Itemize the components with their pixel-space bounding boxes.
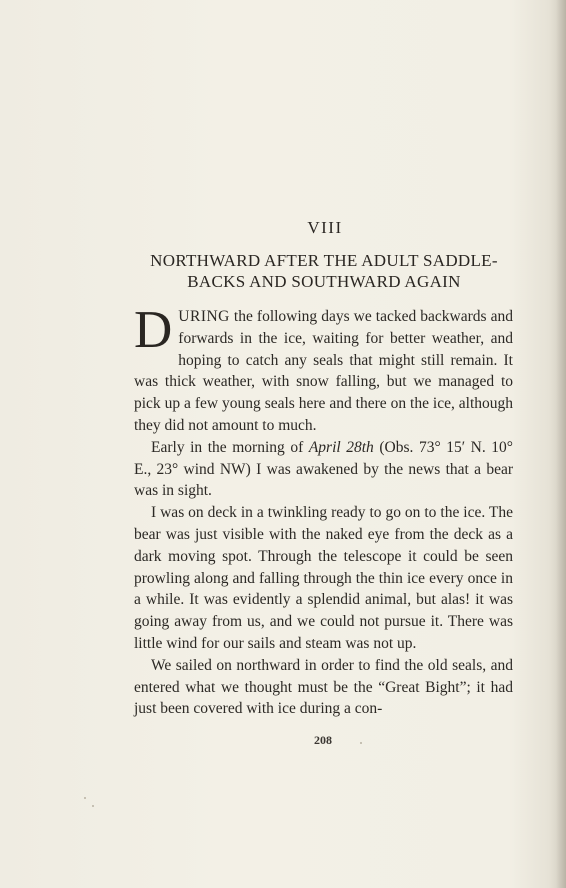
paper-speck xyxy=(360,742,362,744)
paper-speck xyxy=(84,797,86,799)
chapter-title-line-2: BACKS AND SOUTHWARD AGAIN xyxy=(187,272,461,291)
body-text xyxy=(134,301,514,720)
page-edge-shadow xyxy=(556,0,566,888)
paragraph-1-smallcaps: URING xyxy=(178,308,230,325)
paragraph-2-text-before: Early in the morning of xyxy=(151,438,309,456)
paragraph-2-date: April 28th xyxy=(308,438,374,456)
chapter-title xyxy=(134,250,514,292)
chapter-number: VIII xyxy=(307,218,343,237)
paragraph-1 xyxy=(134,301,513,437)
chapter-title-line-1: NORTHWARD AFTER THE ADULT SADDLE- xyxy=(150,251,498,270)
paragraph-3: I was on deck in a twinkling ready to go on to the ice. The bear was just visible with the naked eye from the deck as a dark moving spot. Through the telescope it could be seen prowling along and falling through the thin ice every once in a while. It was evidently a splendid animal, but alas! it was going away from us, and we could not pursue it. There was little wind for our sails and steam was not up. xyxy=(134,504,513,652)
paragraph-4: We sailed on northward in order to find the old seals, and entered what we thought must be the “Great Bight”; it had just been covered with ice during a con- xyxy=(134,656,513,718)
paragraph-2-text-after: (Obs. 73° 15′ N. 10° E., 23° wind NW) I was awakened by the news that a bear was in sight. xyxy=(134,438,514,500)
drop-cap: D xyxy=(134,301,173,359)
paragraph-1-text: the following days we tacked backwards and forwards in the ice, waiting for better weather, and hoping to catch any seals that might still remain. It was thick weather, with snow falling, but we managed to pick up a few young seals here and there on the ice, although they did not amount to much. xyxy=(134,308,513,434)
page-number: 208 xyxy=(314,733,332,747)
paragraph-2 xyxy=(134,437,513,502)
paper-speck xyxy=(92,805,94,807)
